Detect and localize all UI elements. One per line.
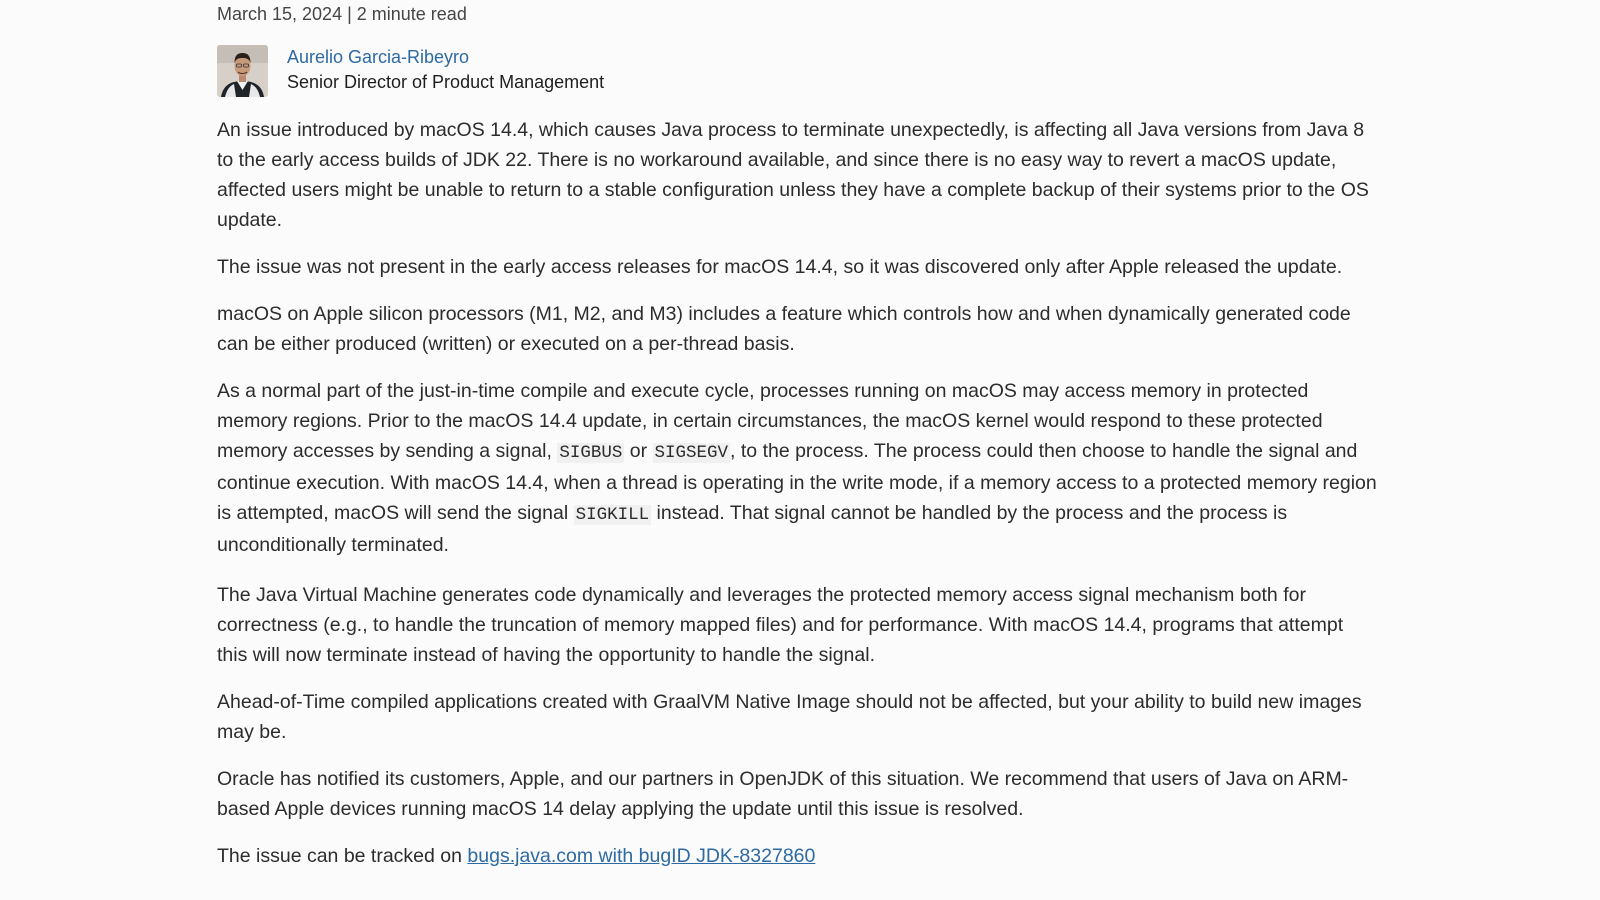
bug-tracker-link[interactable]: bugs.java.com with bugID JDK-8327860 bbox=[467, 845, 816, 867]
paragraph-7: Oracle has notified its customers, Apple, and our partners in OpenJDK of this situation. We recommend that users of Java on ARM-based Apple devices running macOS 14 delay applying the update until this issue is resolved. bbox=[217, 768, 1349, 820]
meta-separator: | bbox=[347, 4, 352, 24]
code-sigbus: SIGBUS bbox=[559, 443, 623, 463]
tracking-prefix: The issue can be tracked on bbox=[217, 845, 468, 867]
post-date: March 15, 2024 bbox=[217, 4, 343, 24]
author-byline bbox=[217, 45, 917, 97]
paragraph-3: macOS on Apple silicon processors (M1, M2, and M3) includes a feature which controls how and when dynamically generated code can be either produced (written) or executed on a per-thread basis. bbox=[217, 303, 1351, 355]
paragraph-5: The Java Virtual Machine generates code dynamically and leverages the protected memory access signal mechanism both for correctness (e.g., to handle the truncation of memory mapped files) and for performance. With macOS 14.4, programs that attempt this will now terminate instead of having the opportunity to handle the signal. bbox=[217, 584, 1344, 666]
read-time: 2 minute read bbox=[356, 4, 467, 24]
post-meta bbox=[217, 4, 467, 25]
paragraph-4-text-3: , to the process. The process could then choose to handle the signal and continue execution. With macOS 14.4, when a thread is operating in the write mode, if a memory access to a protected memory region is attempted, macOS will send the signal bbox=[217, 440, 1377, 524]
author-avatar[interactable] bbox=[217, 45, 268, 97]
paragraph-2: The issue was not present in the early access releases for macOS 14.4, so it was discovered only after Apple released the update. bbox=[217, 256, 1343, 278]
code-sigkill: SIGKILL bbox=[575, 505, 650, 525]
paragraph-4-text-2: or bbox=[624, 440, 653, 462]
paragraph-1: An issue introduced by macOS 14.4, which causes Java process to terminate unexpectedly, is affecting all Java versions from Java 8 to the early access builds of JDK 22. There is no workaround available, and since there is no easy way to revert a macOS update, affected users might be unable to return to a stable configuration unless they have a complete backup of their systems prior to the OS update. bbox=[217, 119, 1369, 231]
article-body bbox=[217, 115, 1377, 888]
paragraph-4-text-1: As a normal part of the just-in-time compile and execute cycle, processes running on macOS may access memory in protected memory regions. Prior to the macOS 14.4 update, in certain circumstances, the macOS kernel would respond to these protected memory accesses by sending a signal, bbox=[217, 380, 1323, 462]
paragraph-6: Ahead-of-Time compiled applications created with GraalVM Native Image should not be affected, but your ability to build new images may be. bbox=[217, 691, 1362, 743]
code-sigsegv: SIGSEGV bbox=[654, 443, 729, 463]
paragraph-4 bbox=[217, 376, 1377, 560]
paragraph-4-text-4: instead. That signal cannot be handled by the process and the process is unconditionally terminated. bbox=[217, 502, 1288, 556]
author-name-link[interactable]: Aurelio Garcia-Ribeyro bbox=[287, 47, 470, 67]
paragraph-8 bbox=[217, 841, 1377, 871]
author-title: Senior Director of Product Management bbox=[287, 72, 605, 92]
person-photo-icon bbox=[217, 45, 268, 97]
